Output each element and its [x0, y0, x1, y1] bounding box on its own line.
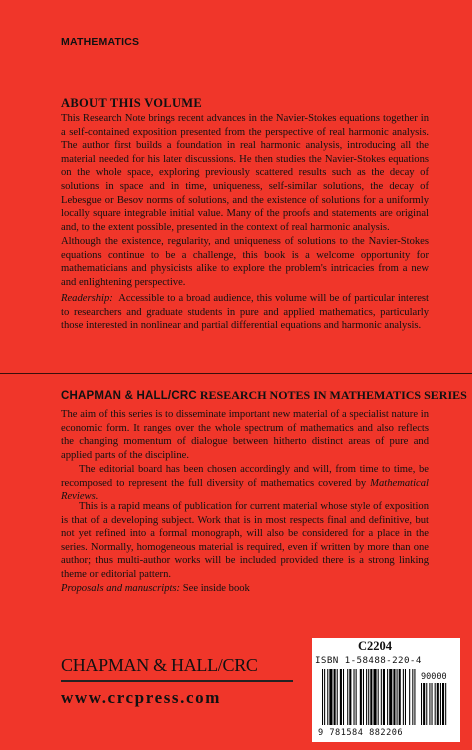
section-divider — [0, 373, 472, 374]
publisher-website: www.crcpress.com — [61, 688, 221, 707]
series-paragraph-3: This is a rapid means of publication for current material whose style of exposition is that of a developing subject. Work that is in most respects final and definitive, but not yet refined into a formal monograph, will also be considered for a place in the series. Normally, homogeneous material is required, even if written by more than one author; thus multi-author works will be included provided there is a strong linking theme or editorial pattern. — [61, 501, 429, 580]
proposals-line — [61, 582, 429, 596]
ean-number: 9 781584 882206 — [318, 728, 404, 738]
series-name: RESEARCH NOTES IN MATHEMATICS SERIES — [199, 388, 467, 402]
readership-label: Readership: — [61, 293, 113, 304]
series-paragraph-2-text: The editorial board has been chosen accordingly and will, from time to time, be recomposed to represent the full diversity of mathematics covered by — [61, 464, 429, 489]
proposals-label: Proposals and manuscripts: — [61, 583, 181, 594]
series-paragraph-1: The aim of this series is to disseminate important new material of a specialist nature in economic form. It ranges over the whole spectrum of mathematics and also reflects the changing momentum of dialogue between hitherto distinct areas of pure and applied parts of the discipline. — [61, 409, 429, 461]
price-addon-number: 90000 — [421, 672, 447, 682]
publisher-divider — [61, 680, 293, 682]
product-code: C2204 — [358, 639, 393, 653]
series-brand: CHAPMAN & HALL/CRC — [61, 390, 197, 402]
readership-paragraph — [61, 292, 429, 333]
series-paragraph-2-reviews: Mathematical Reviews. — [61, 477, 429, 503]
series-paragraph-2 — [61, 463, 429, 504]
series-heading — [61, 388, 467, 403]
readership-text: Accessible to a broad audience, this volume will be of particular interest to researchers and graduate students in pure and applied mathematics, particularly those interested in nonlinear and partial differential equations and harmonic analysis. — [61, 293, 429, 332]
about-paragraph-1: This Research Note brings recent advances in the Navier-Stokes equations together in a self-contained exposition presented from the perspective of real harmonic analysis. The author first builds a foundation in real harmonic analysis, introducing all the material needed for his later discussions. He then studies the Navier-Stokes equations on the whole space, exploring previously scattered results such as the decay of solutions in space and in time, uniqueness, self-similar solutions, the decay of Lebesgue or Besov norms of solutions, and the existence of solutions for a uniformly locally square integrable initial value. Many of the proofs and statements are original and, to the extent possible, presented in the context of real harmonic analysis. — [61, 113, 429, 233]
publisher-name: CHAPMAN & HALL/CRC — [61, 655, 258, 675]
about-heading: ABOUT THIS VOLUME — [61, 96, 203, 110]
isbn-text: ISBN 1-58488-220-4 — [315, 655, 422, 666]
proposals-text: See inside book — [182, 583, 250, 594]
about-paragraph-2: Although the existence, regularity, and uniqueness of solutions to the Navier-Stokes equations continue to be a challenge, this book is a welcome opportunity for mathematicians and physicists alike to explore the problem's intricacies from a new and enlightening perspective. — [61, 236, 429, 288]
category-label: MATHEMATICS — [61, 36, 140, 48]
